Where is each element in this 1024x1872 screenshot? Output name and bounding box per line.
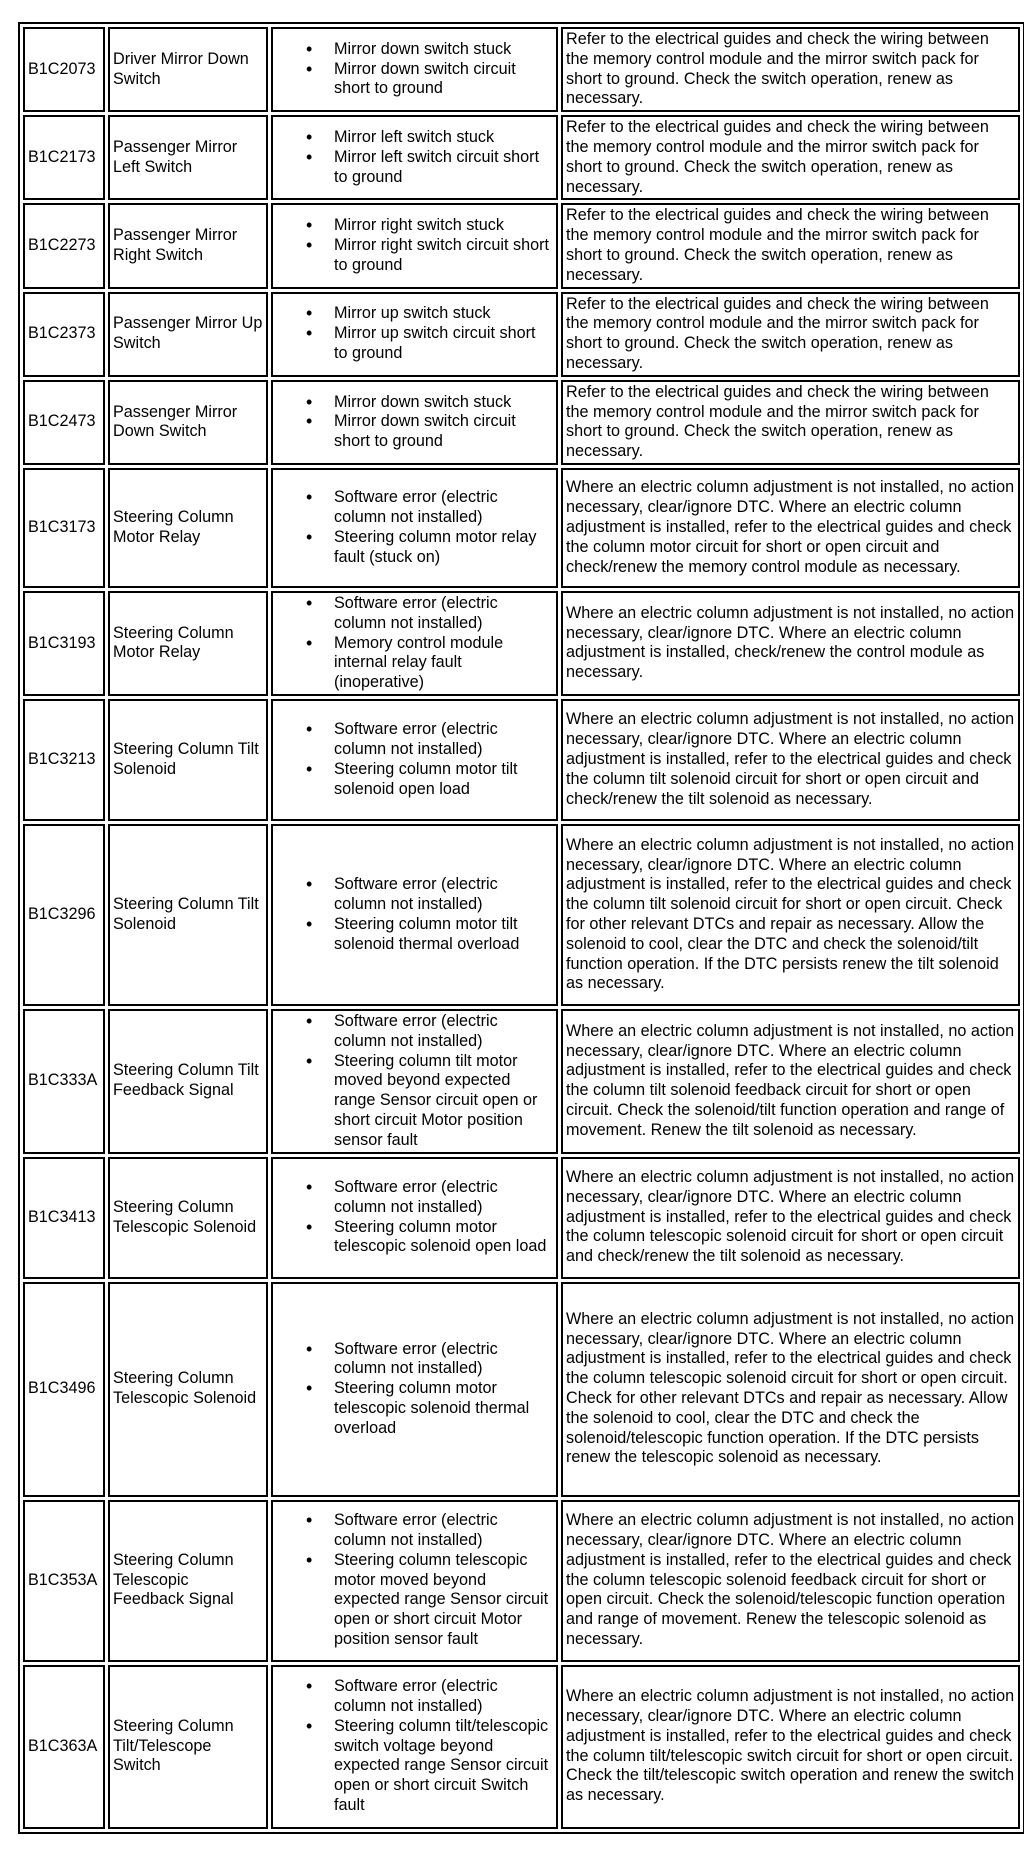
table-row: [23, 1009, 1020, 1154]
dtc-code: B1C2473: [23, 380, 105, 465]
component-name: Passenger Mirror Down Switch: [108, 380, 268, 465]
component-name: Steering Column Tilt Solenoid: [108, 699, 268, 821]
dtc-code: B1C3213: [23, 699, 105, 821]
dtc-code: B1C2373: [23, 292, 105, 377]
cause-item: • Steering column motor tilt solenoid open load: [334, 760, 553, 800]
cause-item: • Steering column motor telescopic solenoid open load: [334, 1218, 553, 1258]
cause-item: • Software error (electric column not installed): [334, 1178, 553, 1218]
action-text: Where an electric column adjustment is not installed, no action necessary, clear/ignore DTC. Where an electric column adjustment is installed, refer to the electrical guides and check the column telescopic solenoid circuit for short or open circuit and check/renew the tilt solenoid as necessary.: [561, 1157, 1020, 1279]
possible-causes: [271, 1009, 558, 1154]
cause-item: • Mirror left switch circuit short to ground: [334, 148, 553, 188]
possible-causes: [271, 699, 558, 821]
cause-item: • Mirror down switch circuit short to ground: [334, 412, 553, 452]
cause-item: • Software error (electric column not installed): [334, 875, 553, 915]
possible-causes: [271, 292, 558, 377]
component-name: Driver Mirror Down Switch: [108, 27, 268, 112]
cause-item: • Mirror right switch circuit short to ground: [334, 236, 553, 276]
cause-item: • Steering column motor tilt solenoid thermal overload: [334, 915, 553, 955]
cause-item: • Software error (electric column not installed): [334, 720, 553, 760]
cause-item: • Steering column motor relay fault (stuck on): [334, 528, 553, 568]
possible-causes: [271, 27, 558, 112]
possible-causes: [271, 824, 558, 1006]
action-text: Where an electric column adjustment is not installed, no action necessary, clear/ignore DTC. Where an electric column adjustment is installed, refer to the electrical guides and check the column telescopic solenoid feedback circuit for short or open circuit. Check the solenoid/telescopic function operation and range of movement. Renew the telescopic solenoid as necessary.: [561, 1500, 1020, 1662]
dtc-code: B1C3193: [23, 591, 105, 696]
action-text: Refer to the electrical guides and check the wiring between the memory control module and the mirror switch pack for short to ground. Check the switch operation, renew as necessary.: [561, 203, 1020, 288]
cause-item: • Software error (electric column not installed): [334, 1340, 553, 1380]
component-name: Steering Column Tilt Feedback Signal: [108, 1009, 268, 1154]
cause-item: • Memory control module internal relay fault (inoperative): [334, 634, 553, 693]
table-row: [23, 591, 1020, 696]
action-text: Where an electric column adjustment is not installed, no action necessary, clear/ignore DTC. Where an electric column adjustment is installed, check/renew the control module as necessary.: [561, 591, 1020, 696]
component-name: Steering Column Telescopic Feedback Signal: [108, 1500, 268, 1662]
possible-causes: [271, 115, 558, 200]
action-text: Where an electric column adjustment is not installed, no action necessary, clear/ignore DTC. Where an electric column adjustment is installed, refer to the electrical guides and check the column tilt solenoid circuit for short or open circuit and check/renew the tilt solenoid as necessary.: [561, 699, 1020, 821]
dtc-code: B1C353A: [23, 1500, 105, 1662]
cause-item: • Steering column telescopic motor moved beyond expected range Sensor circuit open or short circuit Motor position sensor fault: [334, 1551, 553, 1650]
cause-item: • Mirror right switch stuck: [334, 216, 553, 236]
cause-item: • Steering column tilt/telescopic switch voltage beyond expected range Sensor circuit open or short circuit Switch fault: [334, 1717, 553, 1816]
component-name: Steering Column Motor Relay: [108, 591, 268, 696]
dtc-table: [18, 22, 1024, 1834]
cause-item: • Mirror down switch circuit short to ground: [334, 60, 553, 100]
cause-item: • Mirror down switch stuck: [334, 40, 553, 60]
cause-item: • Mirror down switch stuck: [334, 393, 553, 413]
component-name: Passenger Mirror Left Switch: [108, 115, 268, 200]
possible-causes: [271, 591, 558, 696]
table-row: [23, 292, 1020, 377]
component-name: Steering Column Telescopic Solenoid: [108, 1282, 268, 1497]
component-name: Steering Column Tilt Solenoid: [108, 824, 268, 1006]
table-row: [23, 1500, 1020, 1662]
cause-item: • Mirror up switch circuit short to ground: [334, 324, 553, 364]
cause-item: • Mirror left switch stuck: [334, 128, 553, 148]
action-text: Refer to the electrical guides and check the wiring between the memory control module and the mirror switch pack for short to ground. Check the switch operation, renew as necessary.: [561, 380, 1020, 465]
dtc-code: B1C2273: [23, 203, 105, 288]
cause-item: • Steering column tilt motor moved beyond expected range Sensor circuit open or short circuit Motor position sensor fault: [334, 1052, 553, 1151]
table-row: [23, 1665, 1020, 1829]
component-name: Steering Column Motor Relay: [108, 468, 268, 588]
cause-item: • Mirror up switch stuck: [334, 304, 553, 324]
possible-causes: [271, 1665, 558, 1829]
action-text: Where an electric column adjustment is not installed, no action necessary, clear/ignore DTC. Where an electric column adjustment is installed, refer to the electrical guides and check the column tilt/telescopic switch circuit for short or open circuit. Check the tilt/telescopic switch operation and renew the switch as necessary.: [561, 1665, 1020, 1829]
cause-item: • Software error (electric column not installed): [334, 488, 553, 528]
dtc-code: B1C3413: [23, 1157, 105, 1279]
dtc-code: B1C3496: [23, 1282, 105, 1497]
component-name: Passenger Mirror Up Switch: [108, 292, 268, 377]
component-name: Passenger Mirror Right Switch: [108, 203, 268, 288]
cause-item: • Steering column motor telescopic solenoid thermal overload: [334, 1379, 553, 1438]
action-text: Where an electric column adjustment is not installed, no action necessary, clear/ignore DTC. Where an electric column adjustment is installed, refer to the electrical guides and check the column tilt solenoid feedback circuit for short or open circuit. Check the solenoid/tilt function operation and range of movement. Renew the tilt solenoid as necessary.: [561, 1009, 1020, 1154]
dtc-code: B1C3296: [23, 824, 105, 1006]
component-name: Steering Column Tilt/Telescope Switch: [108, 1665, 268, 1829]
table-row: [23, 380, 1020, 465]
possible-causes: [271, 203, 558, 288]
cause-item: • Software error (electric column not installed): [334, 594, 553, 634]
possible-causes: [271, 1500, 558, 1662]
dtc-code: B1C2073: [23, 27, 105, 112]
action-text: Refer to the electrical guides and check the wiring between the memory control module and the mirror switch pack for short to ground. Check the switch operation, renew as necessary.: [561, 27, 1020, 112]
action-text: Where an electric column adjustment is not installed, no action necessary, clear/ignore DTC. Where an electric column adjustment is installed, refer to the electrical guides and check the column tilt solenoid circuit for short or open circuit. Check for other relevant DTCs and repair as necessary. Allow the solenoid to cool, clear the DTC and check the solenoid/tilt function operation. If the DTC persists renew the tilt solenoid as necessary.: [561, 824, 1020, 1006]
cause-item: • Software error (electric column not installed): [334, 1012, 553, 1052]
dtc-code: B1C2173: [23, 115, 105, 200]
component-name: Steering Column Telescopic Solenoid: [108, 1157, 268, 1279]
table-row: [23, 824, 1020, 1006]
dtc-code: B1C363A: [23, 1665, 105, 1829]
table-row: [23, 203, 1020, 288]
action-text: Refer to the electrical guides and check the wiring between the memory control module and the mirror switch pack for short to ground. Check the switch operation, renew as necessary.: [561, 115, 1020, 200]
dtc-code: B1C3173: [23, 468, 105, 588]
table-row: [23, 468, 1020, 588]
table-row: [23, 27, 1020, 112]
cause-item: • Software error (electric column not installed): [334, 1677, 553, 1717]
cause-item: • Software error (electric column not installed): [334, 1511, 553, 1551]
possible-causes: [271, 1157, 558, 1279]
possible-causes: [271, 1282, 558, 1497]
table-row: [23, 1282, 1020, 1497]
table-row: [23, 699, 1020, 821]
table-row: [23, 115, 1020, 200]
action-text: Where an electric column adjustment is not installed, no action necessary, clear/ignore DTC. Where an electric column adjustment is installed, refer to the electrical guides and check the column motor circuit for short or open circuit and check/renew the memory control module as necessary.: [561, 468, 1020, 588]
action-text: Refer to the electrical guides and check the wiring between the memory control module and the mirror switch pack for short to ground. Check the switch operation, renew as necessary.: [561, 292, 1020, 377]
possible-causes: [271, 380, 558, 465]
possible-causes: [271, 468, 558, 588]
dtc-table-body: [23, 27, 1020, 1829]
table-row: [23, 1157, 1020, 1279]
dtc-code: B1C333A: [23, 1009, 105, 1154]
action-text: Where an electric column adjustment is not installed, no action necessary, clear/ignore DTC. Where an electric column adjustment is installed, refer to the electrical guides and check the column telescopic solenoid circuit for short or open circuit. Check for other relevant DTCs and repair as necessary. Allow the solenoid to cool, clear the DTC and check the solenoid/telescopic function operation. If the DTC persists renew the telescopic solenoid as necessary.: [561, 1282, 1020, 1497]
